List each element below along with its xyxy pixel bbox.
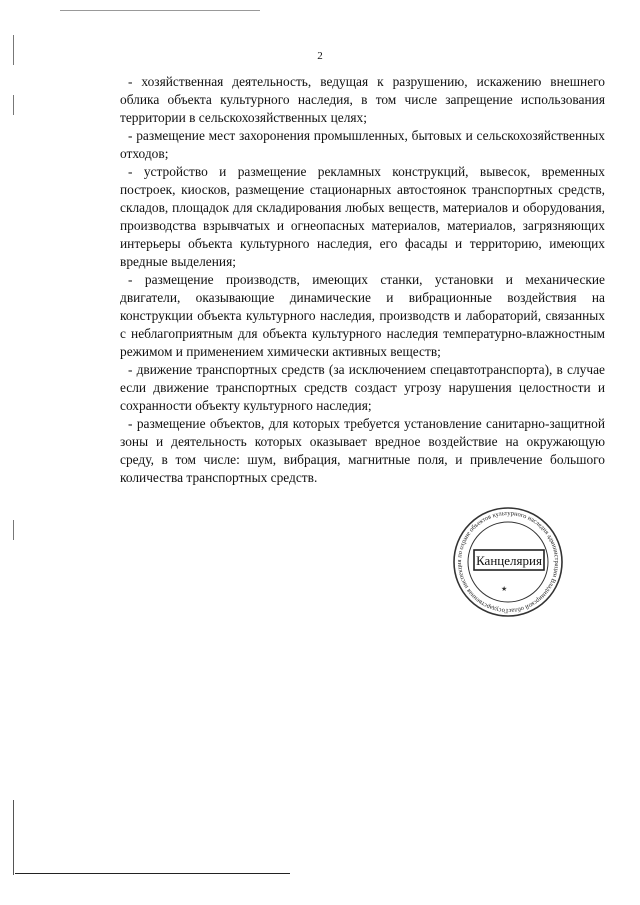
paragraph-4: - размещение производств, имеющих станки, установки и механические двигатели, оказывающие динамические и вибрационные воздействия на конструкции объекта культурного наследия, производств и лабораторий, связанных с неблагоприятным для объекта культурного наследия температурно-влажностным режимом и применением химически активных веществ; [120, 272, 605, 359]
scan-border-left-4 [13, 800, 14, 875]
scan-border-left-2 [13, 95, 14, 115]
page-number: 2 [317, 50, 323, 62]
scan-border-top [60, 10, 260, 11]
stamp-ring-text: Государственная инспекция по охране объектов культурного наследия администрации Владимирской облас [456, 509, 561, 615]
scan-border-left-3 [13, 520, 14, 540]
office-stamp [443, 505, 573, 617]
document-body [120, 73, 605, 487]
paragraph-1: - хозяйственная деятельность, ведущая к разрушению, искажению внешнего облика объекта культурного наследия, в том числе запрещение использования территории в сельскохозяйственных целях; [120, 74, 605, 125]
stamp-center-text: Канцелярия [476, 553, 542, 568]
stamp-star-icon: ★ [501, 585, 508, 593]
paragraph-2: - размещение мест захоронения промышленных, бытовых и сельскохозяйственных отходов; [120, 128, 605, 161]
paragraph-3: - устройство и размещение рекламных конструкций, вывесок, временных построек, киосков, размещение стационарных автостоянок транспортных средств, складов, площадок для складирования любых веществ, материалов и оборудования, производства взрывчатых и огнеопасных материалов, материалов, загрязняющих интерьеры объекта культурного наследия, его фасады и территорию, имеющих вредные выделения; [120, 164, 605, 269]
paragraph-6: - размещение объектов, для которых требуется установление санитарно-защитной зоны и деятельность которых оказывает вредное воздействие на окружающую среду, в том числе: шум, вибрация, магнитные поля, и привлечение большого количества транспортных средств. [120, 416, 605, 485]
scan-border-bottom [15, 873, 290, 874]
paragraph-5: - движение транспортных средств (за исключением спецавтотранспорта), в случае если движение транспортных средств создаст угрозу нарушения целостности и сохранности объекту культурного наследия; [120, 362, 605, 413]
